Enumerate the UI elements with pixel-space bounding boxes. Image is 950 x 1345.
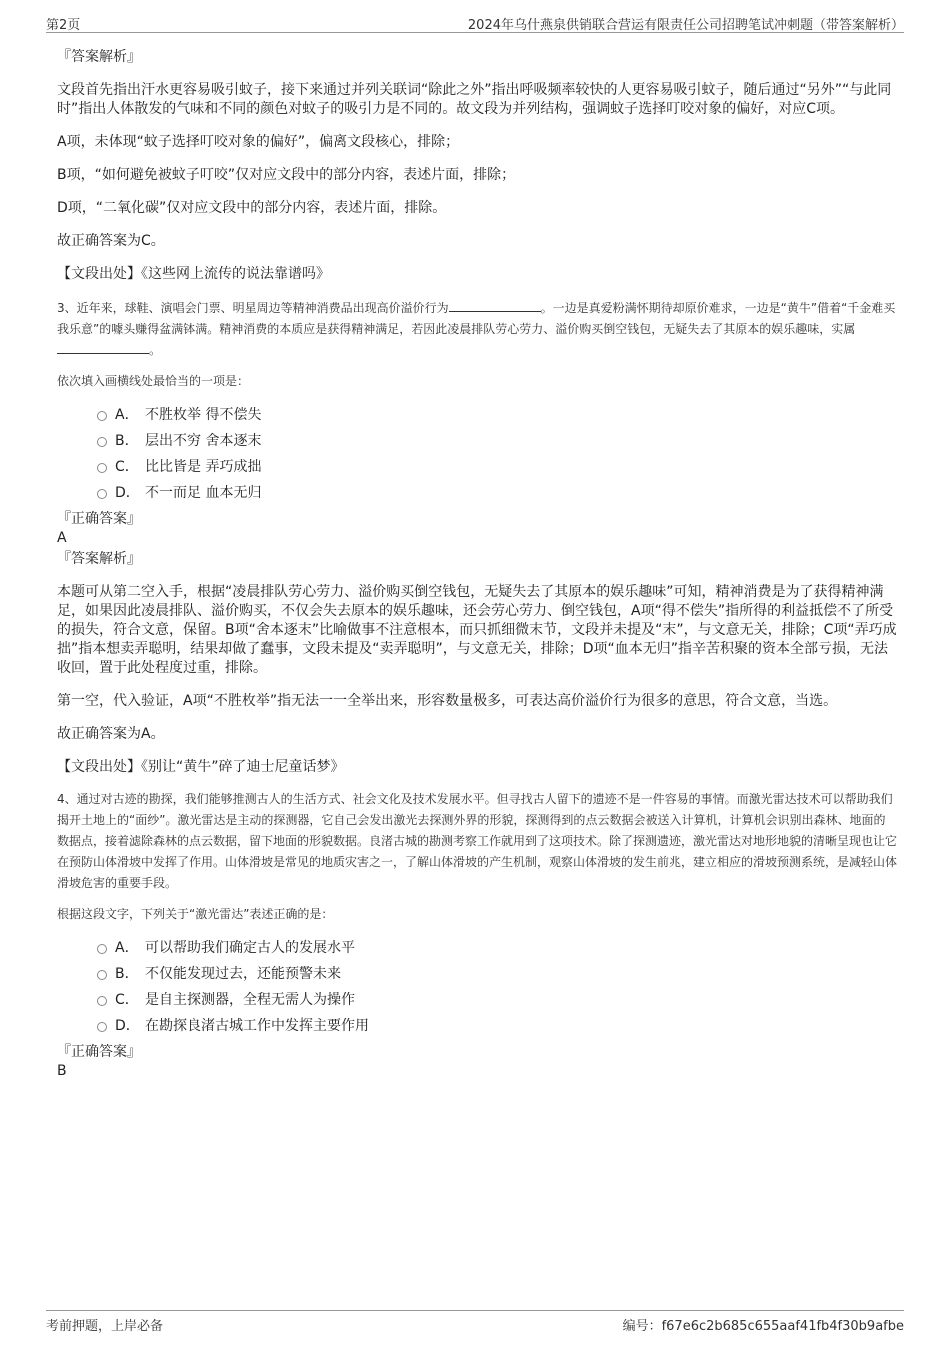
- fill-blank: [57, 341, 149, 354]
- stem-part: 。一边是真爱粉满怀期待却原价难求，一边是“黄牛”借着“千金难买我乐意”的噱头赚得盆满钵满。精神消费的本质应是获得精神满足，若因此凌晨排队劳心劳力、溢价购买倒空钱包，无疑失去了其原本的娱乐趣味，实属: [57, 301, 896, 336]
- page-header: [46, 12, 904, 33]
- analysis-label: 『答案解析』: [57, 551, 141, 567]
- source-citation: 【文段出处】《别让“黄牛”碎了迪士尼童话梦》: [57, 759, 345, 775]
- option-b[interactable]: [57, 961, 897, 987]
- option-a[interactable]: [57, 935, 897, 961]
- question-4-prompt: 根据这段文字，下列关于“激光雷达”表述正确的是：: [57, 907, 334, 921]
- radio-button[interactable]: [97, 437, 107, 447]
- option-d[interactable]: [57, 1013, 897, 1039]
- option-text: 在勘探良渚古城工作中发挥主要作用: [145, 1018, 369, 1034]
- radio-button[interactable]: [97, 489, 107, 499]
- answer-conclusion: 故正确答案为A。: [57, 726, 165, 742]
- analysis-option-b: B项，“如何避免被蚊子叮咬”仅对应文段中的部分内容，表述片面，排除；: [57, 167, 516, 183]
- correct-answer-label: 『正确答案』: [57, 1044, 141, 1060]
- stem-part: 3、近年来，球鞋、演唱会门票、明星周边等精神消费品出现高价溢价行为: [57, 301, 449, 315]
- radio-button[interactable]: [97, 970, 107, 980]
- option-letter: D．: [115, 485, 140, 501]
- document-id: 编号：f67e6c2b685c655aaf41fb4f30b9afbe: [622, 1319, 904, 1334]
- question-3-prompt: 依次填入画横线处最恰当的一项是：: [57, 374, 250, 388]
- analysis-paragraph: 第一空，代入验证，A项“不胜枚举”指无法一一全举出来，形容数量极多，可表达高价溢价行为很多的意思，符合文意，当选。: [57, 693, 838, 709]
- analysis-option-d: D项，“二氧化碳”仅对应文段中的部分内容，表述片面，排除。: [57, 200, 447, 216]
- analysis-option-a: A项，未体现“蚊子选择叮咬对象的偏好”，偏离文段核心，排除；: [57, 134, 460, 150]
- analysis-label: 『答案解析』: [57, 49, 141, 65]
- question-3-stem: [57, 298, 897, 361]
- option-a[interactable]: [57, 402, 897, 428]
- radio-button[interactable]: [97, 996, 107, 1006]
- radio-button[interactable]: [97, 944, 107, 954]
- correct-answer: A: [57, 530, 67, 546]
- footer-slogan: 考前押题，上岸必备: [46, 1319, 164, 1334]
- fill-blank: [449, 299, 541, 312]
- radio-button[interactable]: [97, 411, 107, 421]
- option-letter: B．: [115, 433, 139, 449]
- option-text: 可以帮助我们确定古人的发展水平: [145, 940, 355, 956]
- option-text: 不胜枚举 得不偿失: [145, 407, 262, 423]
- option-letter: B．: [115, 966, 139, 982]
- option-c[interactable]: [57, 454, 897, 480]
- option-text: 不仅能发现过去，还能预警未来: [145, 966, 341, 982]
- option-letter: A．: [115, 940, 139, 956]
- option-letter: D．: [115, 1018, 140, 1034]
- answer-conclusion: 故正确答案为C。: [57, 233, 165, 249]
- option-c[interactable]: [57, 987, 897, 1013]
- main-content: [57, 44, 897, 1081]
- option-text: 是自主探测器，全程无需人为操作: [145, 992, 355, 1008]
- option-text: 比比皆是 弄巧成拙: [145, 459, 262, 475]
- question-4-options: [57, 935, 897, 1039]
- source-citation: 【文段出处】《这些网上流传的说法靠谱吗》: [57, 266, 330, 282]
- question-3-options: [57, 402, 897, 506]
- stem-part: 。: [149, 343, 162, 357]
- option-d[interactable]: [57, 480, 897, 506]
- radio-button[interactable]: [97, 1022, 107, 1032]
- option-text: 层出不穷 舍本逐末: [145, 433, 262, 449]
- analysis-paragraph: 本题可从第二空入手，根据“凌晨排队劳心劳力、溢价购买倒空钱包，无疑失去了其原本的娱乐趣味”可知，精神消费是为了获得精神满足，如果因此凌晨排队、溢价购买，不仅会失去原本的娱乐趣味，还会劳心劳力、倒空钱包，A项“得不偿失”指所得的利益抵偿不了所受的损失，符合文意，保留。B项“舍本逐末”比喻做事不注意根本，而只抓细微末节，文段并未提及“末”，与文意无关，排除；C项“弄巧成拙”指本想卖弄聪明，结果却做了蠢事，文段未提及“卖弄聪明”，与文意无关，排除；D项“血本无归”指辛苦积聚的资本全部亏损，无法收回，置于此处程度过重，排除。: [57, 584, 897, 676]
- document-title: 2024年乌什燕泉供销联合营运有限责任公司招聘笔试冲刺题（带答案解析）: [467, 18, 904, 33]
- option-letter: A．: [115, 407, 139, 423]
- correct-answer-label: 『正确答案』: [57, 511, 141, 527]
- correct-answer: B: [57, 1063, 67, 1079]
- option-b[interactable]: [57, 428, 897, 454]
- option-letter: C．: [115, 459, 139, 475]
- page-footer: [46, 1310, 904, 1335]
- option-letter: C．: [115, 992, 139, 1008]
- analysis-paragraph: 文段首先指出汗水更容易吸引蚊子，接下来通过并列关联词“除此之外”指出呼吸频率较快的人更容易吸引蚊子，随后通过“另外”“与此同时”指出人体散发的气味和不同的颜色对蚊子的吸引力是不同的。故文段为并列结构，强调蚊子选择叮咬对象的偏好，对应C项。: [57, 82, 892, 117]
- question-4-stem: 4、通过对古迹的勘探，我们能够推测古人的生活方式、社会文化及技术发展水平。但寻找古人留下的遗迹不是一件容易的事情。而激光雷达技术可以帮助我们揭开土地上的“面纱”。激光雷达是主动的探测器，它自己会发出激光去探测外界的形貌，探测得到的点云数据会被送入计算机，计算机会识别出森林、地面的数据点，接着滤除森林的点云数据，留下地面的形貌数据。良渚古城的勘测考察工作就用到了这项技术。除了探测遗迹，激光雷达对地形地貌的清晰呈现也让它在预防山体滑坡中发挥了作用。山体滑坡是常见的地质灾害之一，了解山体滑坡的产生机制，观察山体滑坡的发生前兆，建立相应的滑坡预测系统，是减轻山体滑坡危害的重要手段。: [57, 792, 898, 890]
- radio-button[interactable]: [97, 463, 107, 473]
- page-number: 第2页: [46, 18, 81, 33]
- option-text: 不一而足 血本无归: [145, 485, 262, 501]
